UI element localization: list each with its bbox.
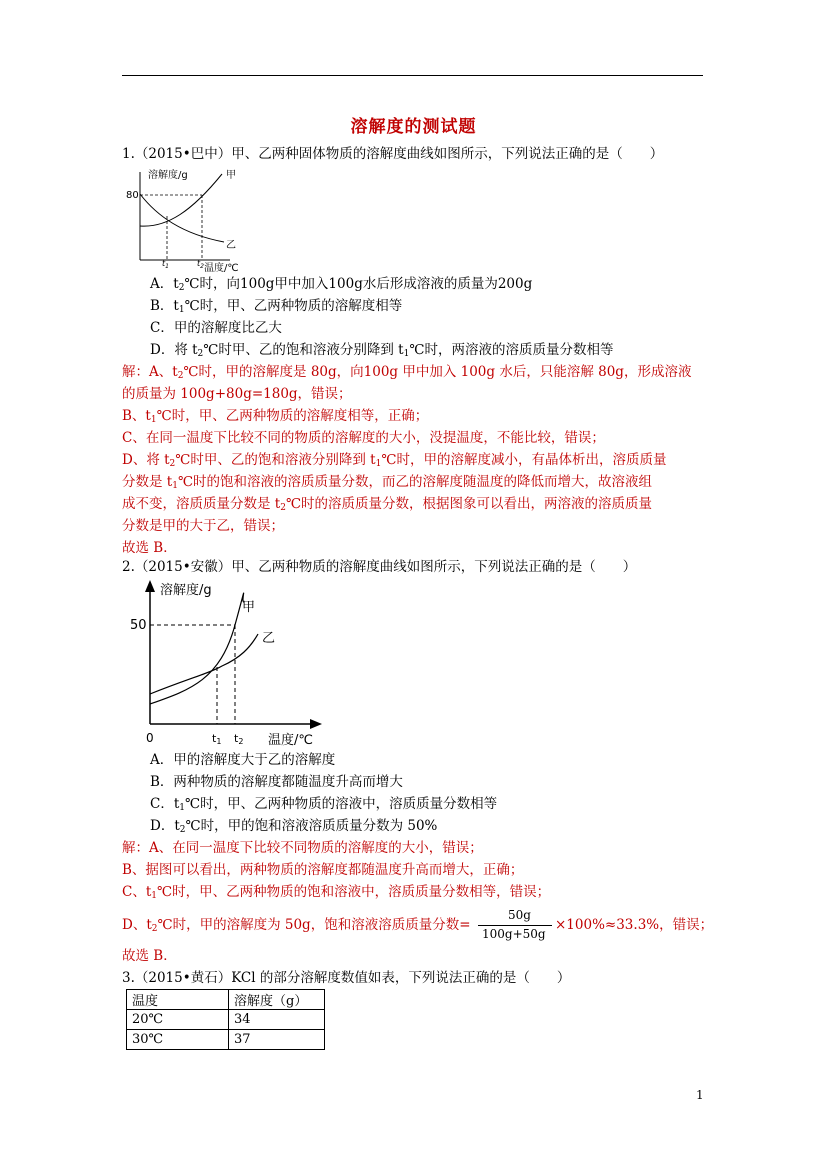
q1-t2-label: t — [197, 259, 201, 268]
q2-answer: 故选 B． — [122, 948, 177, 964]
table-cell: 37 — [229, 1030, 325, 1050]
q1-solution-line: 分数是 $t_1℃$时的饱和溶液的溶质质量分数，而乙的溶解度随温度的降低而增大，故溶液组 — [122, 474, 653, 491]
q2-option-a[interactable]: A．甲的溶解度大于乙的溶解度 — [150, 752, 336, 768]
q2-y50-label: 50 — [130, 618, 147, 633]
q1-solution-line: 的质量为 100g+80g=180g，错误； — [122, 386, 352, 402]
table-row — [127, 1030, 325, 1050]
q1-solution-line: 解：A、$t_2℃$时，甲的溶解度是 80g，向100g 甲中加入 100g 水后，只能溶解 80g，形成溶液 — [122, 364, 692, 381]
q2-jia-label: 甲 — [242, 600, 256, 615]
q2-ylabel: 溶解度/g — [160, 583, 212, 598]
q1-solution-line: 分数是甲的大于乙，错误； — [122, 518, 284, 534]
q2-solubility-graph — [130, 578, 330, 750]
q2-solution-tail: ×100%≈33.3%，错误； — [555, 917, 714, 933]
q1-t1-sub: 1 — [165, 263, 169, 270]
table-cell: 30℃ — [127, 1030, 229, 1050]
table-header-row — [127, 990, 325, 1010]
q2-t2-sub: 2 — [238, 737, 244, 746]
table-header-cell: 溶解度（g） — [229, 990, 325, 1010]
q1-option-b[interactable]: B．$t_1℃$时，甲、乙两种物质的溶解度相等 — [150, 298, 403, 315]
q1-t2-sub: 2 — [200, 263, 204, 270]
q2-solution-line: B、据图可以看出，两种物质的溶解度都随温度升高而增大，正确； — [122, 862, 524, 878]
q1-stem: 1.（2015•巴中）甲、乙两种固体物质的溶解度曲线如图所示，下列说法正确的是（ ） — [122, 146, 664, 162]
q1-yi-label: 乙 — [226, 240, 236, 251]
q2-curve-yi — [150, 634, 258, 694]
q2-fraction-numerator: 50g — [508, 908, 531, 922]
q2-yi-label: 乙 — [262, 631, 276, 646]
table-cell: 20℃ — [127, 1010, 229, 1030]
q2-option-c[interactable]: C．$t_1℃$时，甲、乙两种物质的溶液中，溶质质量分数相等 — [150, 796, 498, 813]
q1-curve-yi — [140, 194, 224, 242]
page-number: 1 — [696, 1088, 704, 1102]
q2-solution-line: 解：A、在同一温度下比较不同物质的溶解度的大小，错误； — [122, 840, 483, 856]
q2-t1-sub: 1 — [216, 737, 222, 746]
table-row — [127, 1010, 325, 1030]
q2-t2-label: t — [234, 732, 239, 745]
q1-xlabel: 温度/℃ — [204, 263, 239, 274]
q1-y80-label: 80 — [126, 190, 139, 201]
q1-option-c[interactable]: C．甲的溶解度比乙大 — [150, 320, 282, 336]
q2-stem: 2.（2015•安徽）甲、乙两种物质的溶解度曲线如图所示，下列说法正确的是（ ） — [122, 559, 637, 575]
svg-text:t1 — [212, 732, 221, 746]
q1-solution-line: D、将 $t_2℃$时甲、乙的饱和溶液分别降到 $t_1℃$时，甲的溶解度减小，有晶体析出，溶质质量 — [122, 452, 667, 469]
q2-option-b[interactable]: B．两种物质的溶解度都随温度升高而增大 — [150, 774, 403, 790]
q2-origin-label: 0 — [146, 731, 154, 745]
q2-x-arrow — [310, 719, 322, 729]
page-title: 溶解度的测试题 — [350, 117, 477, 137]
q2-y-arrow — [145, 580, 155, 592]
table-cell: 34 — [229, 1010, 325, 1030]
svg-text:t2 — [234, 732, 243, 746]
svg-text:t1 — [162, 259, 169, 270]
q1-ylabel: 溶解度/g — [148, 170, 188, 181]
q1-curve-jia — [140, 174, 222, 226]
q3-stem: 3.（2015•黄石）KCl 的部分溶解度数值如表，下列说法正确的是（ ） — [122, 970, 571, 986]
q3-kcl-table — [126, 989, 325, 1050]
q1-solution-line: 成不变，溶质质量分数是 $t_2℃$时的溶质质量分数，根据图象可以看出，两溶液的溶质质量 — [122, 496, 653, 513]
q2-t1-label: t — [212, 732, 217, 745]
q1-solubility-graph — [122, 166, 252, 272]
q1-answer: 故选 B． — [122, 540, 177, 556]
q2-solution-line: D、$t_2℃$时，甲的溶解度为 50g，饱和溶液溶质质量分数= — [122, 917, 471, 934]
q2-option-d[interactable]: D．$t_2℃$时，甲的饱和溶液溶质质量分数为 50% — [150, 818, 438, 835]
header-rule — [122, 75, 703, 76]
q1-solution-line: C、在同一温度下比较不同的物质的溶解度的大小，没提温度，不能比较，错误； — [122, 430, 605, 446]
q1-t1-label: t — [162, 259, 166, 268]
q2-xlabel: 温度/℃ — [268, 733, 313, 748]
q2-solution-line: C、$t_1℃$时，甲、乙两种物质的饱和溶液中，溶质质量分数相等，错误； — [122, 884, 551, 901]
q2-fraction-denominator: 100g+50g — [482, 927, 546, 941]
q1-option-d[interactable]: D．将 $t_2℃$时甲、乙的饱和溶液分别降到 $t_1℃$时，两溶液的溶质质量分数相等 — [150, 342, 614, 359]
q2-fraction-bar — [478, 925, 552, 926]
q2-curve-jia — [150, 593, 244, 704]
table-header-cell: 温度 — [127, 990, 229, 1010]
q1-solution-line: B、$t_1℃$时，甲、乙两种物质的溶解度相等，正确； — [122, 408, 429, 425]
q1-jia-label: 甲 — [226, 170, 236, 181]
q1-option-a[interactable]: A．$t_2℃$时，向100g甲中加入100g水后形成溶液的质量为200g — [150, 276, 533, 293]
